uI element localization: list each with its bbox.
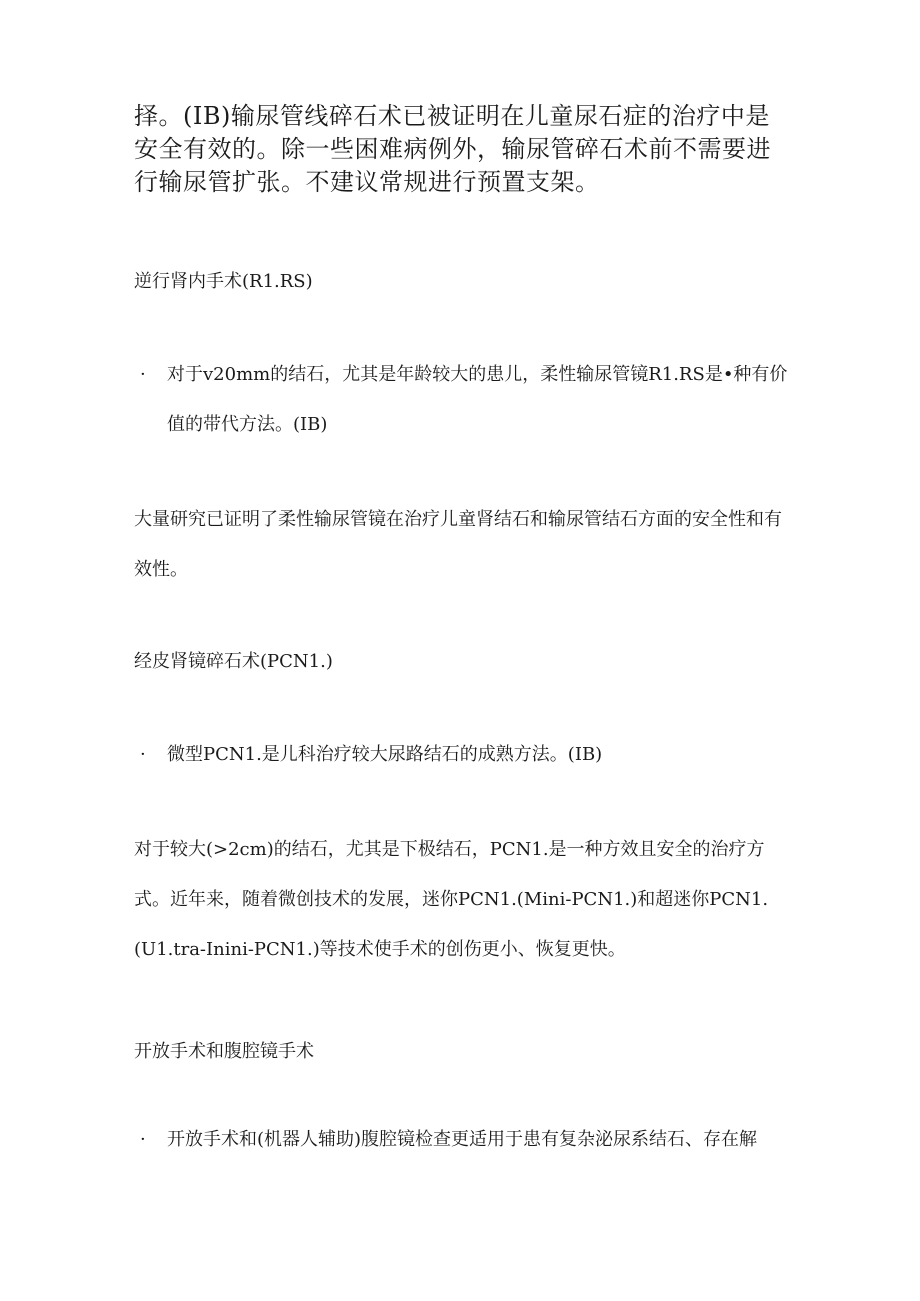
bullet-dot: · xyxy=(140,744,146,765)
intro-paragraph: 择。(IB)输尿管线碎石术已被证明在儿童尿石症的治疗中是安全有效的。除一些困难病例外，输尿管碎石术前不需要进行输尿管扩张。不建议常规进行预置支架。 xyxy=(134,102,771,196)
bullet-item-pcnl xyxy=(134,730,794,780)
bullet-item-rirs xyxy=(134,350,794,450)
section-heading-rirs: 逆行肾内手术(R1.RS) xyxy=(134,271,313,292)
section-heading-open: 开放手术和腹腔镜手术 xyxy=(134,1041,314,1062)
bullet-item-open xyxy=(134,1115,794,1165)
bullet-dot: · xyxy=(140,1129,146,1150)
section-heading-pcnl: 经皮肾镜碎石术(PCN1.) xyxy=(134,651,333,672)
bullet-dot: · xyxy=(140,364,146,385)
bullet-text-rirs: 对于v20mm的结石，尤其是年龄较大的患儿，柔性输尿管镜R1.RS是•种有价值的带代方法。(IB) xyxy=(167,364,788,435)
body-paragraph-rirs: 大量研究已证明了柔性输尿管镜在治疗儿童肾结石和输尿管结石方面的安全性和有效性。 xyxy=(134,509,782,580)
body-paragraph-pcnl: 对于较大(>2cm)的结石，尤其是下极结石，PCN1.是一种方效且安全的治疗方式。近年来，随着微创技术的发展，迷你PCN1.(Mini-PCN1.)和超迷你PCN1.(U1.tra-Inini-PCN1.)等技术使手术的创伤更小、恢复更快。 xyxy=(134,839,769,960)
bullet-text-pcnl: 微型PCN1.是儿科治疗较大尿路结石的成熟方法。(IB) xyxy=(167,744,603,765)
bullet-text-open: 开放手术和(机器人辅助)腹腔镜检查更适用于患有复杂泌尿系结石、存在解 xyxy=(167,1129,758,1150)
